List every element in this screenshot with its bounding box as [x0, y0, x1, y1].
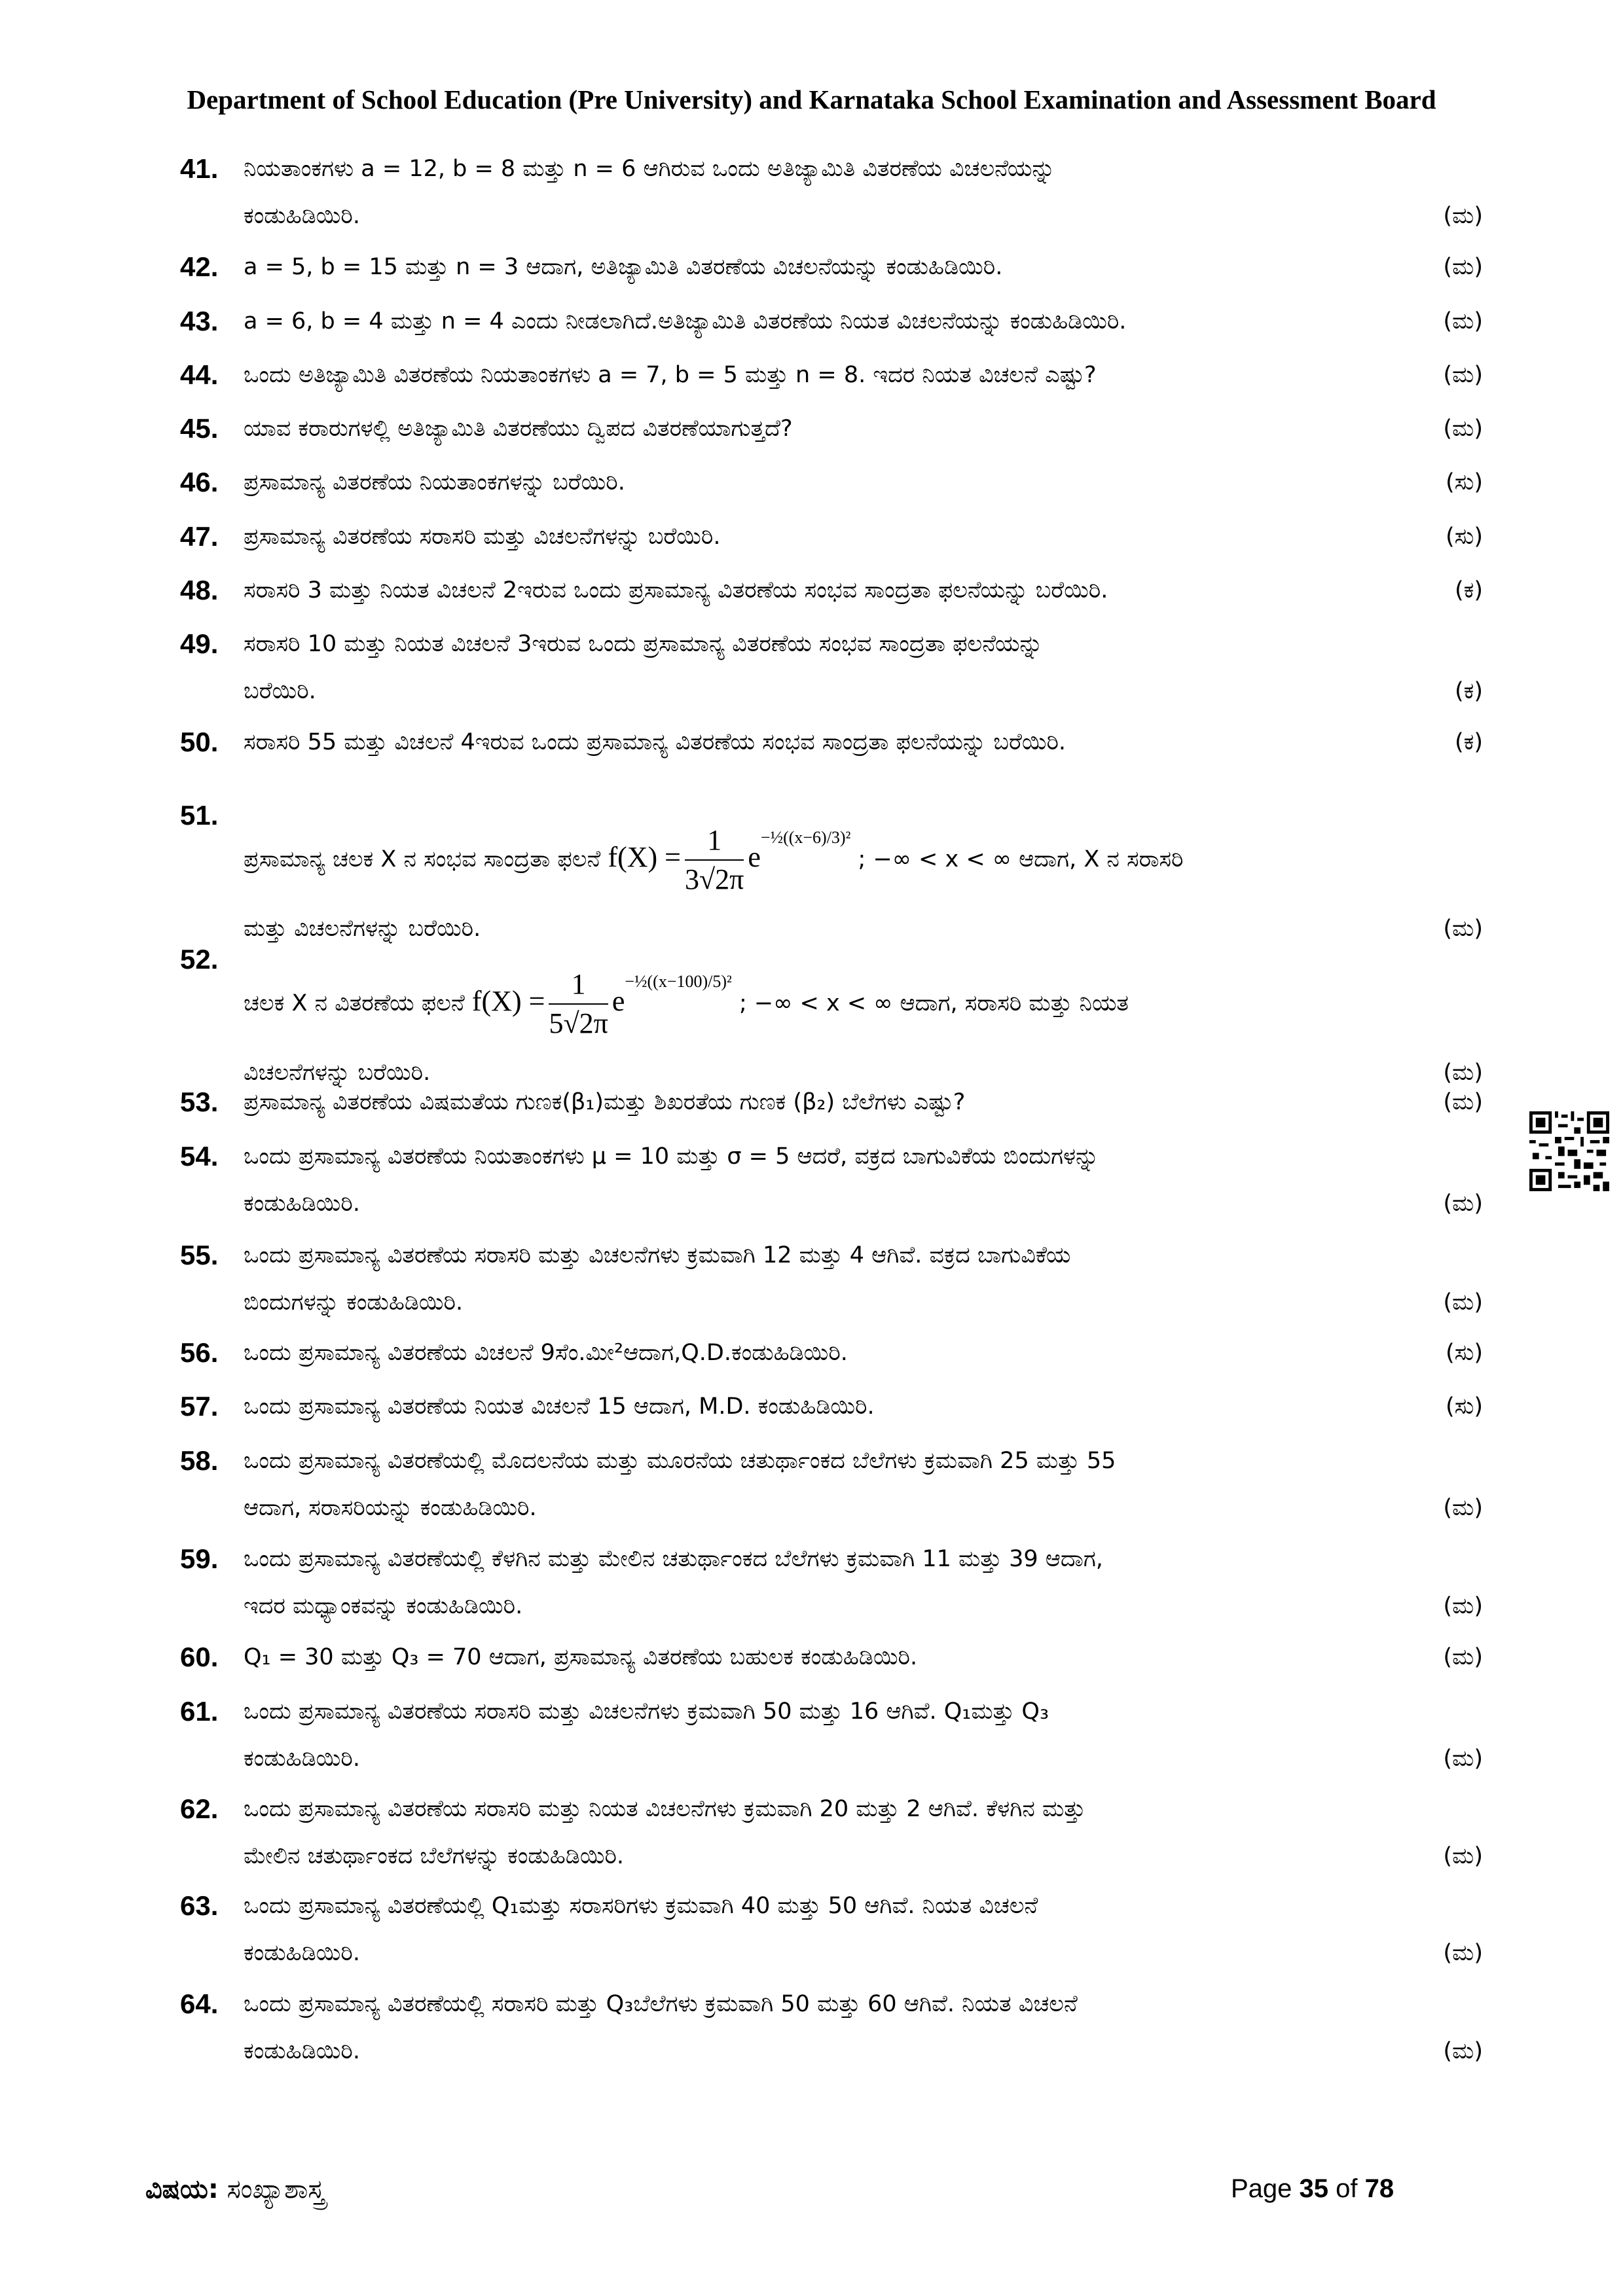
question-number: 50.: [180, 726, 219, 757]
question-item: [180, 1785, 1483, 1880]
question-item: [180, 1232, 1483, 1326]
question-item: [180, 567, 1483, 614]
question-number: 43.: [180, 306, 219, 336]
question-mark-category: (ಕ): [1454, 678, 1483, 704]
formula-fx: f(X) =: [471, 985, 545, 1017]
qr-code: [1529, 1111, 1609, 1191]
page-prefix: Page: [1231, 2174, 1292, 2203]
question-text: ಸರಾಸರಿ 3 ಮತ್ತು ನಿಯತ ವಿಚಲನೆ 2ಇರುವ ಒಂದು ಪ್ರಸಾಮಾನ್ಯ ವಿತರಣೆಯ ಸಂಭವ ಸಾಂದ್ರತಾ ಫಲನೆಯನ್ನು ಬರೆಯಿರಿ. (ಕ): [244, 567, 1483, 614]
question-item: [180, 1688, 1483, 1782]
formula-e: e: [611, 985, 625, 1017]
question-text: ; −∞ < x < ∞ ಆದಾಗ, ಸರಾಸರಿ ಮತ್ತು ನಿಯತ: [739, 990, 1129, 1016]
question-number: 53.: [180, 1086, 219, 1117]
question-text: ಒಂದು ಅತಿಜ್ಯಾಮಿತಿ ವಿತರಣೆಯ ನಿಯತಾಂಕಗಳು a = 7, b = 5 ಮತ್ತು n = 8. ಇದರ ನಿಯತ ವಿಚಲನೆ ಎಷ್ಟು? (ಮ): [244, 351, 1483, 399]
question-number: 58.: [180, 1445, 219, 1476]
question-number: 42.: [180, 251, 219, 282]
question-number: 59.: [180, 1543, 219, 1574]
question-item: [180, 1329, 1483, 1376]
formula-exponent: −½((x−100)/5)²: [625, 972, 732, 991]
question-text: ಒಂದು ಪ್ರಸಾಮಾನ್ಯ ವಿತರಣೆಯಲ್ಲಿ ಮೊದಲನೆಯ ಮತ್ತು ಮೂರನೆಯ ಚತುರ್ಥಾಂಕದ ಬೆಲೆಗಳು ಕ್ರಮವಾಗಿ 25 ಮತ್ತು 55: [244, 1448, 1116, 1474]
formula-numerator: 1: [549, 965, 608, 1005]
question-number: 52.: [180, 944, 219, 975]
question-text: ಕಂಡುಹಿಡಿಯಿರಿ. (ಮ): [244, 192, 1483, 240]
question-mark-category: (ಮ): [1443, 916, 1483, 942]
question-text: ಒಂದು ಪ್ರಸಾಮಾನ್ಯ ವಿತರಣೆಯಲ್ಲಿ Q₁ಮತ್ತು ಸರಾಸರಿಗಳು ಕ್ರಮವಾಗಿ 40 ಮತ್ತು 50 ಆಗಿವೆ. ನಿಯತ ವಿಚಲನೆ: [244, 1893, 1038, 1919]
question-text: ಇದರ ಮಧ್ಯಾಂಕವನ್ನು ಕಂಡುಹಿಡಿಯಿರಿ. (ಮ): [244, 1583, 1483, 1630]
formula-fraction: [549, 965, 608, 1043]
question-mark-category: (ಮ): [1443, 2038, 1483, 2064]
question-text: ನಿಯತಾಂಕಗಳು a = 12, b = 8 ಮತ್ತು n = 6 ಆಗಿರುವ ಒಂದು ಅತಿಜ್ಯಾಮಿತಿ ವಿತರಣೆಯ ವಿಚಲನೆಯನ್ನು: [244, 156, 1055, 182]
question-item: [180, 1981, 1483, 2075]
question-text: ಒಂದು ಪ್ರಸಾಮಾನ್ಯ ವಿತರಣೆಯಲ್ಲಿ ಸರಾಸರಿ ಮತ್ತು Q₃ಬೆಲೆಗಳು ಕ್ರಮವಾಗಿ 50 ಮತ್ತು 60 ಆಗಿವೆ. ನಿಯತ ವಿಚಲನೆ: [244, 1991, 1078, 2017]
question-text: ಪ್ರಸಾಮಾನ್ಯ ವಿತರಣೆಯ ನಿಯತಾಂಕಗಳನ್ನು ಬರೆಯಿರಿ. (ಸು): [244, 459, 1483, 506]
question-mark-category: (ಮ): [1443, 1746, 1483, 1772]
formula-fraction: [685, 821, 744, 899]
question-text: ಚಲಕ X ನ ವಿತರಣೆಯ ಫಲನೆ: [244, 990, 465, 1016]
question-item: [180, 792, 1483, 952]
question-mark-category: (ಸು): [1445, 1393, 1483, 1420]
question-mark-category: (ಮ): [1443, 1089, 1483, 1115]
subject-value: ಸಂಖ್ಯಾಶಾಸ್ತ್ರ: [227, 2174, 325, 2204]
formula-numerator: 1: [685, 821, 744, 861]
question-item: [180, 298, 1483, 345]
question-mark-category: (ಮ): [1443, 203, 1483, 229]
question-item: [180, 1535, 1483, 1630]
question-mark-category: (ಮ): [1443, 1593, 1483, 1619]
question-text: ವಿಚಲನೆಗಳನ್ನು ಬರೆಯಿರಿ. (ಮ): [244, 1049, 1483, 1096]
question-text: ಪ್ರಸಾಮಾನ್ಯ ವಿತರಣೆಯ ವಿಷಮತೆಯ ಗುಣಕ(β₁)ಮತ್ತು ಶಿಖರತೆಯ ಗುಣಕ (β₂) ಬೆಲೆಗಳು ಎಷ್ಟು? (ಮ): [244, 1079, 1483, 1126]
question-mark-category: (ಕ): [1454, 577, 1483, 603]
page-of: of: [1336, 2174, 1358, 2203]
page-number: [1231, 2174, 1394, 2204]
question-number: 61.: [180, 1696, 219, 1727]
formula-fx: f(X) =: [608, 841, 681, 873]
question-text: ಕಂಡುಹಿಡಿಯಿರಿ. (ಮ): [244, 1735, 1483, 1782]
question-text: ಒಂದು ಪ್ರಸಾಮಾನ್ಯ ವಿತರಣೆಯ ಸರಾಸರಿ ಮತ್ತು ನಿಯತ ವಿಚಲನೆಗಳು ಕ್ರಮವಾಗಿ 20 ಮತ್ತು 2 ಆಗಿವೆ. ಕೆಳಗಿನ ಮತ್ತು: [244, 1796, 1085, 1822]
question-text: ಒಂದು ಪ್ರಸಾಮಾನ್ಯ ವಿತರಣೆಯ ನಿಯತ ವಿಚಲನೆ 15 ಆದಾಗ, M.D. ಕಂಡುಹಿಡಿಯಿರಿ. (ಸು): [244, 1383, 1483, 1430]
page-current: 35: [1299, 2174, 1329, 2203]
question-text: ಕಂಡುಹಿಡಿಯಿರಿ. (ಮ): [244, 1180, 1483, 1227]
question-item: [180, 1437, 1483, 1532]
question-item: [180, 1133, 1483, 1227]
question-text: ಒಂದು ಪ್ರಸಾಮಾನ್ಯ ವಿತರಣೆಯ ವಿಚಲನೆ 9ಸೆಂ.ಮೀ²ಆದಾಗ,Q.D.ಕಂಡುಹಿಡಿಯಿರಿ. (ಸು): [244, 1329, 1483, 1376]
question-mark-category: (ಮ): [1443, 1843, 1483, 1869]
question-mark-category: (ಕ): [1454, 729, 1483, 755]
formula-exponent: −½((x−6)/3)²: [760, 828, 851, 847]
question-number: 60.: [180, 1641, 219, 1672]
subject-label: ವಿಷಯ:: [145, 2174, 219, 2204]
question-item: [180, 351, 1483, 399]
question-text: ಮತ್ತು ವಿಚಲನೆಗಳನ್ನು ಬರೆಯಿರಿ. (ಮ): [244, 905, 1483, 952]
question-text: ಮೇಲಿನ ಚತುರ್ಥಾಂಕದ ಬೆಲೆಗಳನ್ನು ಕಂಡುಹಿಡಿಯಿರಿ. (ಮ): [244, 1833, 1483, 1880]
question-number: 55.: [180, 1240, 219, 1270]
question-number: 56.: [180, 1337, 219, 1368]
question-number: 47.: [180, 521, 219, 552]
page-total: 78: [1364, 2174, 1395, 2203]
question-text: ಒಂದು ಪ್ರಸಾಮಾನ್ಯ ವಿತರಣೆಯ ಸರಾಸರಿ ಮತ್ತು ವಿಚಲನೆಗಳು ಕ್ರಮವಾಗಿ 12 ಮತ್ತು 4 ಆಗಿವೆ. ವಕ್ರದ ಬಾಗುವಿಕೆಯ: [244, 1242, 1071, 1268]
formula-denominator: 5√2π: [549, 1007, 608, 1039]
question-number: 57.: [180, 1391, 219, 1422]
question-number: 63.: [180, 1890, 219, 1921]
question-mark-category: (ಸು): [1445, 524, 1483, 550]
question-mark-category: (ಮ): [1443, 1289, 1483, 1316]
question-number: 49.: [180, 628, 219, 659]
page-header: Department of School Education (Pre University) and Karnataka School Examination and Assessment Board: [187, 84, 1436, 115]
question-item: [180, 145, 1483, 240]
question-mark-category: (ಮ): [1443, 416, 1483, 442]
question-mark-category: (ಮ): [1443, 1644, 1483, 1670]
question-item: [180, 719, 1483, 766]
question-number: 48.: [180, 575, 219, 605]
question-text: Q₁ = 30 ಮತ್ತು Q₃ = 70 ಆದಾಗ, ಪ್ರಸಾಮಾನ್ಯ ವಿತರಣೆಯ ಬಹುಲಕ ಕಂಡುಹಿಡಿಯಿರಿ. (ಮ): [244, 1634, 1483, 1681]
question-number: 64.: [180, 1988, 219, 2019]
question-number: 62.: [180, 1793, 219, 1824]
question-text: ; −∞ < x < ∞ ಆದಾಗ, X ನ ಸರಾಸರಿ: [858, 846, 1184, 872]
question-item: [180, 405, 1483, 452]
question-text: ಸರಾಸರಿ 55 ಮತ್ತು ವಿಚಲನೆ 4ಇರುವ ಒಂದು ಪ್ರಸಾಮಾನ್ಯ ವಿತರಣೆಯ ಸಂಭವ ಸಾಂದ್ರತಾ ಫಲನೆಯನ್ನು ಬರೆಯಿರಿ. (ಕ): [244, 719, 1483, 766]
question-item: [180, 459, 1483, 506]
question-text: ಬಿಂದುಗಳನ್ನು ಕಂಡುಹಿಡಿಯಿರಿ. (ಮ): [244, 1279, 1483, 1326]
question-text: ಆದಾಗ, ಸರಾಸರಿಯನ್ನು ಕಂಡುಹಿಡಿಯಿರಿ. (ಮ): [244, 1484, 1483, 1532]
question-mark-category: (ಸು): [1445, 1340, 1483, 1366]
question-item: [180, 620, 1483, 715]
question-item: [180, 1634, 1483, 1681]
question-item: [180, 1882, 1483, 1977]
question-number: 44.: [180, 359, 219, 390]
question-item: [180, 936, 1483, 1096]
question-mark-category: (ಮ): [1443, 308, 1483, 334]
question-text: ಒಂದು ಪ್ರಸಾಮಾನ್ಯ ವಿತರಣೆಯಲ್ಲಿ ಕೆಳಗಿನ ಮತ್ತು ಮೇಲಿನ ಚತುರ್ಥಾಂಕದ ಬೆಲೆಗಳು ಕ್ರಮವಾಗಿ 11 ಮತ್ತು 39 ಆದಾಗ,: [244, 1546, 1103, 1572]
question-mark-category: (ಮ): [1443, 1940, 1483, 1966]
question-item: [180, 513, 1483, 560]
question-mark-category: (ಮ): [1443, 362, 1483, 388]
footer-subject: [145, 2174, 325, 2204]
formula-e: e: [748, 841, 761, 873]
question-number: 41.: [180, 153, 219, 184]
question-text: a = 6, b = 4 ಮತ್ತು n = 4 ಎಂದು ನೀಡಲಾಗಿದೆ.ಅತಿಜ್ಯಾಮಿತಿ ವಿತರಣೆಯ ನಿಯತ ವಿಚಲನೆಯನ್ನು ಕಂಡುಹಿಡಿಯಿರಿ. (ಮ): [244, 298, 1483, 345]
question-text: ಯಾವ ಕರಾರುಗಳಲ್ಲಿ ಅತಿಜ್ಯಾಮಿತಿ ವಿತರಣೆಯು ದ್ವಿಪದ ವಿತರಣೆಯಾಗುತ್ತದೆ? (ಮ): [244, 405, 1483, 452]
question-number: 54.: [180, 1141, 219, 1172]
question-text: ಬರೆಯಿರಿ. (ಕ): [244, 668, 1483, 715]
question-text: ಪ್ರಸಾಮಾನ್ಯ ಚಲಕ X ನ ಸಂಭವ ಸಾಂದ್ರತಾ ಫಲನೆ: [244, 846, 601, 872]
question-item: [180, 1079, 1483, 1126]
question-mark-category: (ಮ): [1443, 1495, 1483, 1521]
question-item: [180, 1383, 1483, 1430]
question-text: ಪ್ರಸಾಮಾನ್ಯ ವಿತರಣೆಯ ಸರಾಸರಿ ಮತ್ತು ವಿಚಲನೆಗಳನ್ನು ಬರೆಯಿರಿ. (ಸು): [244, 513, 1483, 560]
question-text: ಒಂದು ಪ್ರಸಾಮಾನ್ಯ ವಿತರಣೆಯ ನಿಯತಾಂಕಗಳು μ = 10 ಮತ್ತು σ = 5 ಆದರೆ, ವಕ್ರದ ಬಾಗುವಿಕೆಯ ಬಿಂದುಗಳನ್ನು: [244, 1143, 1099, 1170]
question-number: 46.: [180, 467, 219, 497]
question-text: a = 5, b = 15 ಮತ್ತು n = 3 ಆದಾಗ, ಅತಿಜ್ಯಾಮಿತಿ ವಿತರಣೆಯ ವಿಚಲನೆಯನ್ನು ಕಂಡುಹಿಡಿಯಿರಿ. (ಮ): [244, 243, 1483, 291]
question-mark-category: (ಸು): [1445, 469, 1483, 495]
question-text: ಸರಾಸರಿ 10 ಮತ್ತು ನಿಯತ ವಿಚಲನೆ 3ಇರುವ ಒಂದು ಪ್ರಸಾಮಾನ್ಯ ವಿತರಣೆಯ ಸಂಭವ ಸಾಂದ್ರತಾ ಫಲನೆಯನ್ನು: [244, 631, 1043, 657]
question-number: 51.: [180, 800, 219, 831]
question-text: ಕಂಡುಹಿಡಿಯಿರಿ. (ಮ): [244, 2028, 1483, 2075]
question-mark-category: (ಮ): [1443, 1191, 1483, 1217]
question-number: 45.: [180, 413, 219, 444]
question-mark-category: (ಮ): [1443, 1060, 1483, 1086]
question-text: ಒಂದು ಪ್ರಸಾಮಾನ್ಯ ವಿತರಣೆಯ ಸರಾಸರಿ ಮತ್ತು ವಿಚಲನೆಗಳು ಕ್ರಮವಾಗಿ 50 ಮತ್ತು 16 ಆಗಿವೆ. Q₁ಮತ್ತು Q₃: [244, 1698, 1049, 1725]
question-text: ಕಂಡುಹಿಡಿಯಿರಿ. (ಮ): [244, 1929, 1483, 1977]
question-mark-category: (ಮ): [1443, 254, 1483, 280]
question-item: [180, 243, 1483, 291]
formula-denominator: 3√2π: [685, 863, 744, 895]
